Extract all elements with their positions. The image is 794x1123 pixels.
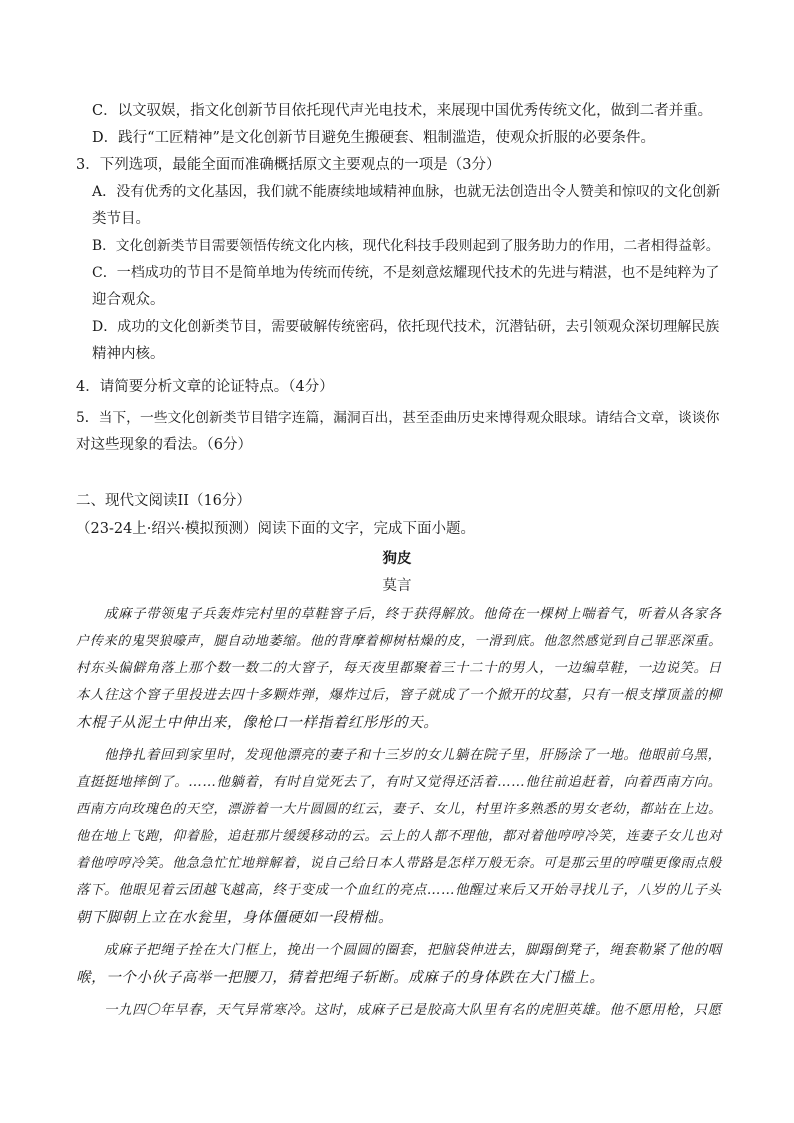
passage-line: 喉，一个小伙子高举一把腰刀，猜着把绳子斩断。成麻子的身体跌在大门槛上。 <box>76 970 605 986</box>
q2-option-d: D．践行“工匠精神”是文化创新节目避免生搬硬套、粗制滥造，使观众折服的必要条件。 <box>92 130 655 146</box>
section-heading: 二、现代文阅读II（16分） <box>76 493 251 509</box>
q3-option-b: B．文化创新类节目需要领悟传统文化内核，现代化科技手段则起到了服务助力的作用，二者相得益彰。 <box>92 238 720 254</box>
source-note: （23-24上·绍兴·模拟预测）阅读下面的文字，完成下面小题。 <box>76 521 476 537</box>
passage-line: 成麻子把绳子拴在大门框上，挽出一个圆圆的圈套，把脑袋伸进去，脚蹋倒凳子，绳套勒紧了他的咽 <box>104 943 722 958</box>
q4-stem: 4．请简要分析文章的论证特点。（4分） <box>76 379 334 395</box>
passage-line: 他在地上飞跑，仰着脸，追赶那片缓缓移动的云。云上的人都不理他，都对着他哼哼冷笑，连妻子女儿也对 <box>76 829 722 844</box>
passage-line: 本人往这个窨子里投进去四十多颗炸弹，爆炸过后，窨子就成了一个掀开的坟墓，只有一根支撑顶盖的柳 <box>76 688 722 703</box>
q3-option-d-line2: 精神内核。 <box>92 346 165 362</box>
passage-line: 落下。他眼见着云团越飞越高，终于变成一个血红的亮点……他醒过来后又开始寻找儿子，八岁的儿子头 <box>76 883 722 898</box>
passage-line: 西南方向玫瑰色的天空，漂游着一大片圆圆的红云，妻子、女儿，村里许多熟悉的男女老幼，都站在上边。 <box>76 802 722 817</box>
passage-line: 着他哼哼冷笑。他急急忙忙地辩解着，说自己给日本人带路是怎样万般无奈。可是那云里的哼嗤更像雨点般 <box>76 856 722 871</box>
passage-line: 村东头偏僻角落上那个数一数二的大窨子，每天夜里都聚着三十二十的男人，一边编草鞋，一边说笑。日 <box>76 661 722 676</box>
q2-option-c: C．以文驭娱，指文化创新节目依托现代声光电技术，来展现中国优秀传统文化，做到二者并重。 <box>92 103 713 119</box>
q3-option-a-line2: 类节目。 <box>92 211 150 227</box>
passage-line: 户传来的鬼哭狼嚎声，腿自动地萎缩。他的背摩着柳树枯燥的皮，一滑到底。他忽然感觉到自己罪恶深重。 <box>76 634 722 649</box>
q3-option-c-line2: 迎合观众。 <box>92 292 165 308</box>
passage-line: 成麻子带领鬼子兵轰炸完村里的草鞋窨子后，终于获得解放。他倚在一棵树上喘着气，听着从各家各 <box>104 607 722 622</box>
q3-stem: 3．下列选项，最能全面而准确概括原文主要观点的一项是（3分） <box>76 157 501 173</box>
passage-line: 朝下脚朝上立在水瓮里，身体僵硬如一段榾柮。 <box>76 910 394 926</box>
passage-line: 他挣扎着回到家里时，发现他漂亮的妻子和十三岁的女儿躺在院子里，肝肠涂了一地。他眼前乌黑， <box>104 748 722 763</box>
q3-option-c-line1: C．一档成功的节目不是简单地为传统而传统，不是刻意炫耀现代技术的先进与精湛，也不是纯粹为了 <box>92 265 720 281</box>
q3-option-a-line1: A．没有优秀的文化基因，我们就不能赓续地域精神血脉，也就无法创造出令人赞美和惊叹的文化创新 <box>92 184 721 200</box>
passage-author: 莫言 <box>382 578 412 594</box>
q5-line2: 对这些现象的看法。（6分） <box>76 437 252 453</box>
passage-line: 直挺挺地摔倒了。……他躺着，有时自觉死去了，有时又觉得还活着……他往前追赶着，向着西南方向。 <box>76 775 722 790</box>
passage-title: 狗皮 <box>382 550 412 567</box>
q3-option-d-line1: D．成功的文化创新类节目，需要破解传统密码，依托现代技术，沉潜钻研，去引领观众深切理解民族 <box>92 319 720 335</box>
passage-line: 木棍子从泥土中伸出来，像枪口一样指着红彤彤的天。 <box>76 715 439 731</box>
q5-line1: 5．当下，一些文化创新类节目错字连篇，漏洞百出，甚至歪曲历史来博得观众眼球。请结合文章，谈谈你 <box>76 410 720 426</box>
passage-line: 一九四〇年早春，天气异常寒冷。这时，成麻子已是胶高大队里有名的虎胆英雄。他不愿用枪，只愿 <box>104 1003 722 1018</box>
